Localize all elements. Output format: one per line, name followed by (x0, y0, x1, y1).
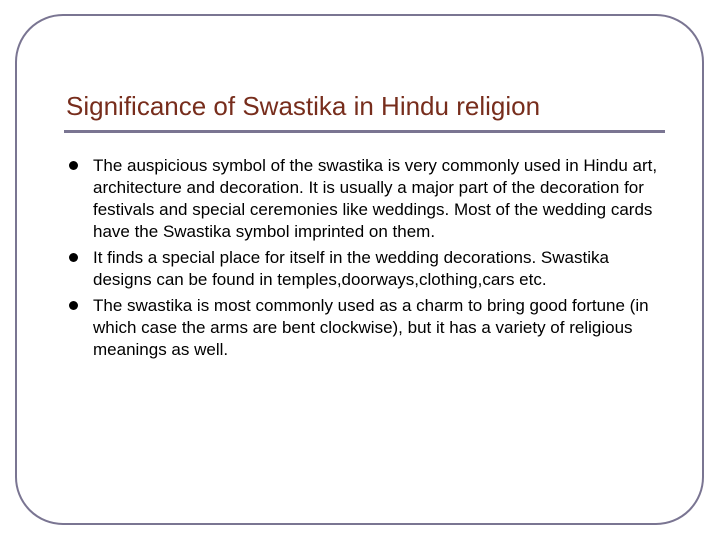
bullet-text: The swastika is most commonly used as a charm to bring good fortune (in which case the arms are bent clockwise), but it has a variety of religious meanings as well. (93, 296, 649, 359)
bullet-text: The auspicious symbol of the swastika is very commonly used in Hindu art, architecture and decoration. It is usually a major part of the decoration for festivals and special ceremonies like weddings. Most of the wedding cards have the Swastika symbol imprinted on them. (93, 156, 658, 241)
title-divider (64, 130, 665, 133)
slide-title: Significance of Swastika in Hindu religion (66, 91, 541, 121)
bullet-item (66, 295, 666, 361)
bullet-item (66, 247, 666, 291)
bullet-text: It finds a special place for itself in the wedding decorations. Swastika designs can be found in temples,doorways,clothing,cars etc. (93, 248, 609, 289)
bullet-item (66, 155, 666, 243)
bullet-dot-icon (69, 301, 78, 310)
bullet-dot-icon (69, 253, 78, 262)
bullet-dot-icon (69, 161, 78, 170)
bullet-list (66, 155, 666, 365)
